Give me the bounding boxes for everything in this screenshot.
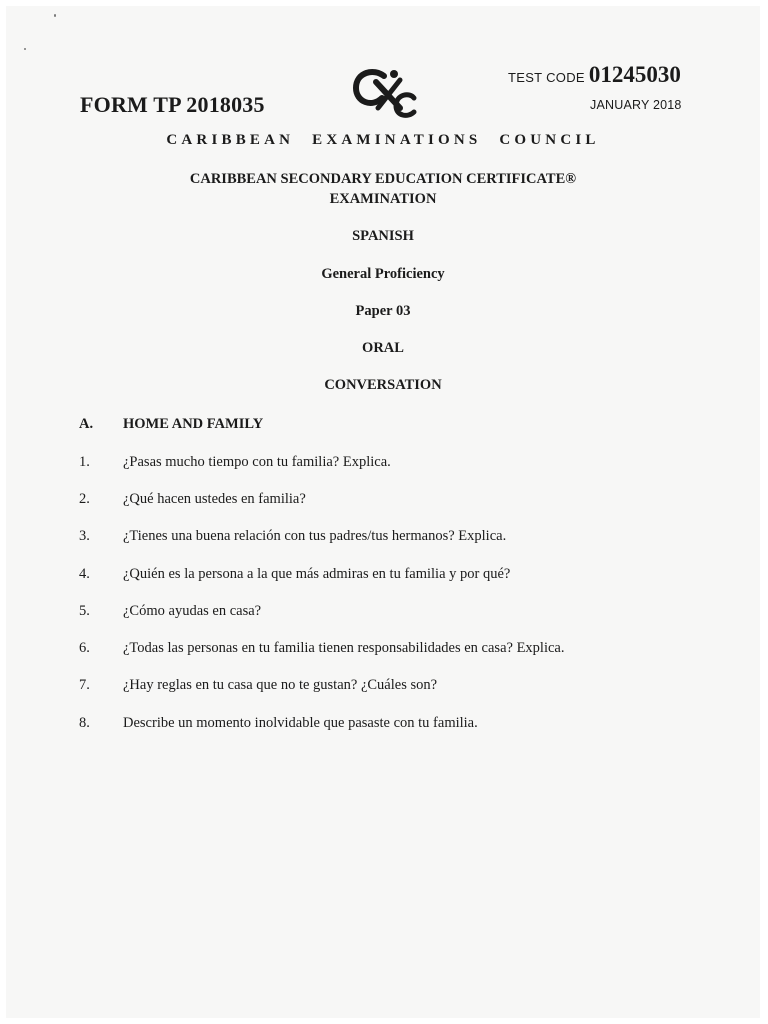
section-title: HOME AND FAMILY bbox=[123, 416, 264, 432]
exam-part: CONVERSATION bbox=[324, 377, 442, 393]
question-text: ¿Quién es la persona a la que más admiras en tu familia y por qué? bbox=[123, 566, 511, 582]
exam-page bbox=[6, 6, 760, 1018]
question-number: 5. bbox=[79, 603, 90, 619]
question-number: 4. bbox=[79, 566, 90, 582]
question-number: 1. bbox=[79, 454, 90, 470]
cxc-logo-icon bbox=[350, 64, 420, 120]
question-text: ¿Hay reglas en tu casa que no te gustan? ¿Cuáles son? bbox=[123, 677, 438, 693]
form-code: FORM TP 2018035 bbox=[80, 92, 265, 117]
certificate-title: CARIBBEAN SECONDARY EDUCATION CERTIFICATE® bbox=[189, 171, 577, 187]
paper-number: Paper 03 bbox=[355, 303, 411, 319]
certificate-title-line2: EXAMINATION bbox=[329, 191, 437, 207]
question-text: ¿Tienes una buena relación con tus padres/tus hermanos? Explica. bbox=[123, 528, 507, 544]
question-number: 7. bbox=[79, 677, 90, 693]
question-text: ¿Cómo ayudas en casa? bbox=[123, 603, 262, 619]
question-number: 6. bbox=[79, 640, 90, 656]
question-number: 8. bbox=[79, 715, 90, 731]
exam-date: JANUARY 2018 bbox=[590, 98, 682, 112]
test-code bbox=[508, 62, 681, 88]
test-code-label: TEST CODE bbox=[508, 70, 585, 85]
question-text: Describe un momento inolvidable que pasaste con tu familia. bbox=[123, 715, 478, 731]
proficiency-level: General Proficiency bbox=[321, 266, 445, 282]
scan-speck bbox=[24, 48, 26, 50]
question-text: ¿Qué hacen ustedes en familia? bbox=[123, 491, 306, 507]
council-name: CARIBBEAN EXAMINATIONS COUNCIL bbox=[166, 132, 600, 148]
question-text: ¿Todas las personas en tu familia tienen responsabilidades en casa? Explica. bbox=[123, 640, 565, 656]
question-number: 3. bbox=[79, 528, 90, 544]
question-number: 2. bbox=[79, 491, 90, 507]
exam-mode: ORAL bbox=[362, 340, 404, 356]
question-text: ¿Pasas mucho tiempo con tu familia? Explica. bbox=[123, 454, 391, 470]
subject-title: SPANISH bbox=[352, 228, 414, 244]
test-code-number: 01245030 bbox=[588, 62, 681, 87]
section-letter: A. bbox=[79, 416, 94, 432]
scan-speck bbox=[54, 14, 56, 17]
